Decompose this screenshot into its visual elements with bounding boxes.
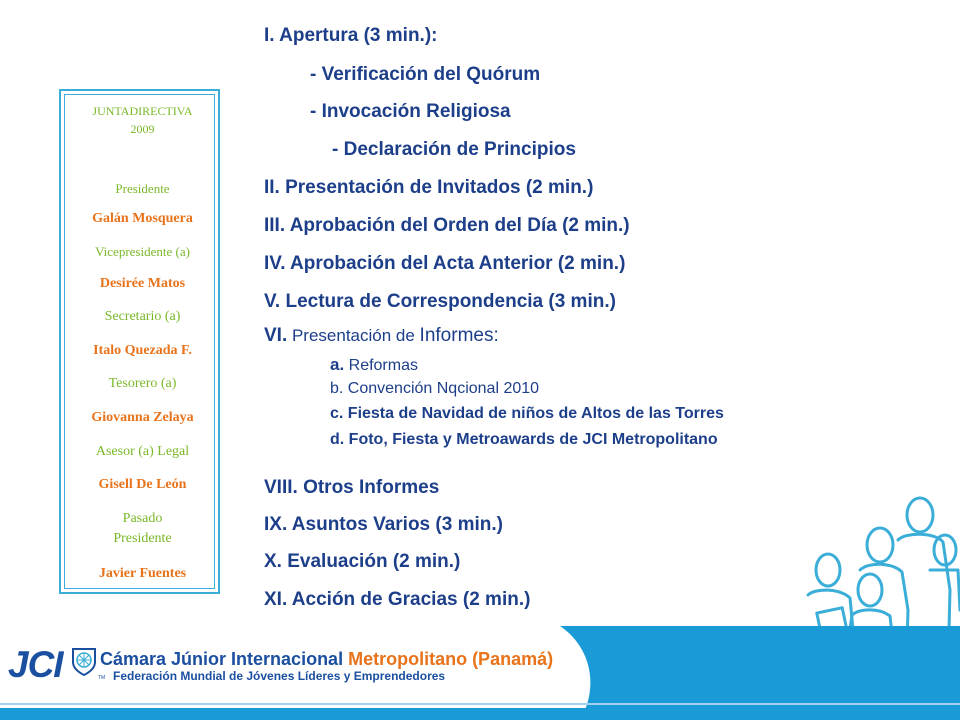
- board-name-vicepresident: Desirée Matos: [99, 276, 186, 291]
- agenda-item-iv: IV. Aprobación del Acta Anterior (2 min.): [264, 253, 626, 274]
- agenda-item-ix: IX. Asuntos Varios (3 min.): [264, 514, 503, 535]
- agenda-item-x: X. Evaluación (2 min.): [264, 551, 461, 572]
- agenda-item-vi-end: Informes:: [419, 325, 499, 346]
- agenda-subitem-vi-b: b. Convención Nqcional 2010: [330, 380, 540, 397]
- agenda-item-i-c: - Declaración de Principios: [332, 139, 576, 160]
- board-role-treasurer: Tesorero (a): [108, 376, 177, 391]
- agenda-item-vi-middle: Presentación de: [287, 326, 420, 345]
- board-header-year: 2009: [130, 122, 155, 136]
- board-role-past-president-line1: Pasado: [122, 511, 163, 526]
- trademark-mark: TM: [98, 675, 106, 681]
- board-panel: [59, 89, 220, 594]
- board-name-past-president: Javier Fuentes: [98, 566, 187, 581]
- footer-organization-title: [100, 649, 553, 670]
- footer-title-part1: Cámara Júnior Internacional: [100, 649, 349, 669]
- agenda-item-i: I. Apertura (3 min.):: [264, 25, 438, 46]
- agenda-subitem-vi-c: c. Fiesta de Navidad de niños de Altos de las Torres: [330, 405, 724, 422]
- board-name-treasurer: Giovanna Zelaya: [91, 410, 194, 425]
- board-name-legal-advisor: Gisell De León: [98, 477, 187, 492]
- agenda-item-vi-prefix: VI.: [264, 325, 288, 346]
- board-role-secretary: Secretario (a): [104, 309, 181, 324]
- jci-logo: JCI: [8, 644, 63, 685]
- agenda-item-viii: VIII. Otros Informes: [264, 477, 440, 498]
- agenda-subitem-vi-a-letter: a.: [330, 355, 345, 374]
- board-role-vicepresident: Vicepresidente (a): [95, 244, 190, 259]
- board-inner-frame: [64, 94, 215, 589]
- board-role-president: Presidente: [115, 181, 170, 196]
- agenda-item-ii: II. Presentación de Invitados (2 min.): [264, 177, 594, 198]
- footer-title-part2: Metropolitano (Panamá): [348, 649, 554, 669]
- board-header-title: JUNTADIRECTIVA: [92, 104, 193, 118]
- globe-shield-icon: [70, 646, 98, 676]
- agenda-item-i-b: - Invocación Religiosa: [310, 101, 511, 122]
- footer-subtitle: Federación Mundial de Jóvenes Líderes y Emprendedores: [113, 669, 446, 683]
- agenda-item-v: V. Lectura de Correspondencia (3 min.): [264, 291, 616, 312]
- agenda-item-xi: XI. Acción de Gracias (2 min.): [264, 589, 531, 610]
- board-role-past-president-line2: Presidente: [113, 531, 172, 546]
- board-role-legal-advisor: Asesor (a) Legal: [95, 444, 190, 459]
- board-name-secretary: Italo Quezada F.: [93, 343, 192, 358]
- board-name-president: Galán Mosquera: [92, 211, 193, 226]
- agenda-item-iii: III. Aprobación del Orden del Día (2 min.): [264, 215, 630, 236]
- agenda-item-vi: [264, 325, 499, 347]
- agenda-subitem-vi-a-text: Reformas: [344, 357, 418, 374]
- agenda-subitem-vi-d: d. Foto, Fiesta y Metroawards de JCI Metropolitano: [330, 431, 718, 448]
- agenda-subitem-vi-a: [330, 355, 418, 375]
- agenda-item-i-a: - Verificación del Quórum: [310, 64, 541, 85]
